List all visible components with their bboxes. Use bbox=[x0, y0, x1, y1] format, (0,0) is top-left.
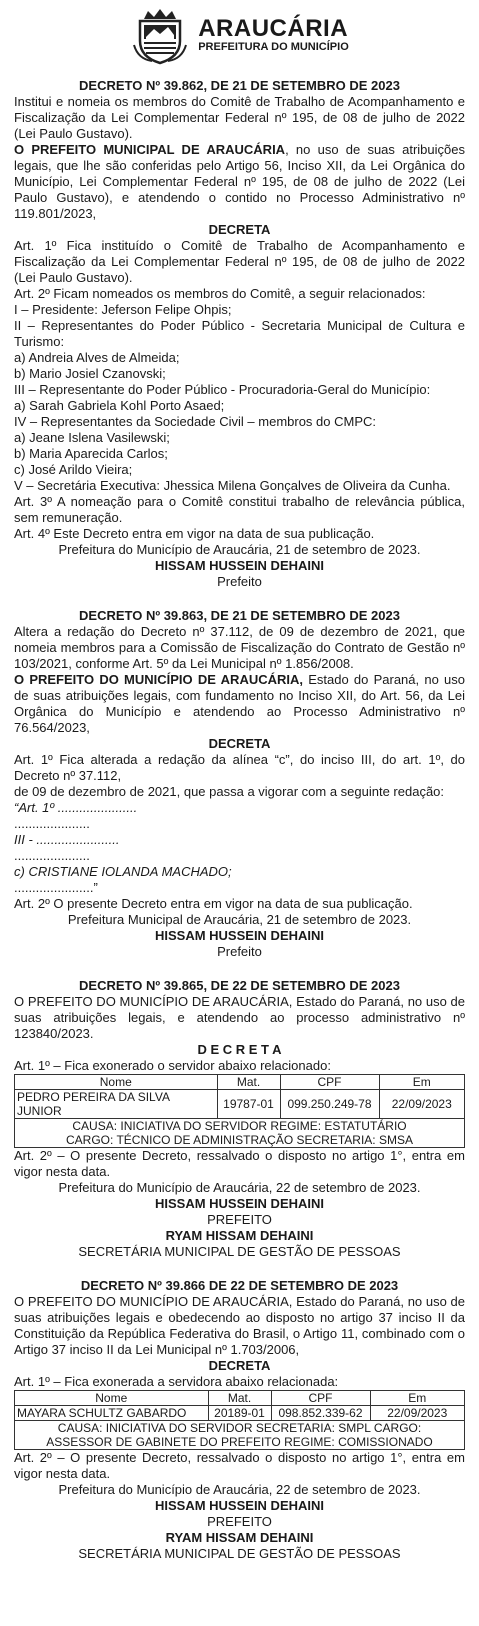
article-line: III – Representante do Poder Público - Procuradoria-Geral do Município: bbox=[14, 382, 431, 397]
quoted-line: ..................... bbox=[14, 848, 90, 863]
decree-title: DECRETO Nº 39.862, DE 21 DE SETEMBRO DE 2023 bbox=[79, 78, 400, 93]
decree-39863 bbox=[14, 608, 465, 960]
signer-name: HISSAM HUSSEIN DEHAINI bbox=[154, 928, 325, 943]
place-date: Prefeitura Municipal de Araucária, 21 de setembro de 2023. bbox=[67, 912, 412, 927]
article-line: Art. 2º – O presente Decreto, ressalvado o disposto no artigo 1°, entra em vigor nesta data. bbox=[14, 1450, 465, 1481]
article-line: Art. 4º Este Decreto entra em vigor na data de sua publicação. bbox=[14, 526, 375, 541]
article-line: b) Mario Josiel Czanovski; bbox=[14, 366, 166, 381]
cell-date: 22/09/2023 bbox=[370, 1406, 465, 1421]
cell-date: 22/09/2023 bbox=[379, 1090, 465, 1119]
spacer bbox=[14, 1260, 465, 1278]
place-date: Prefeitura do Município de Araucária, 22 de setembro de 2023. bbox=[58, 1482, 421, 1497]
coat-of-arms-icon bbox=[130, 5, 190, 65]
signer-name: HISSAM HUSSEIN DEHAINI bbox=[154, 558, 325, 573]
table-row bbox=[15, 1090, 465, 1119]
col-header: Mat. bbox=[208, 1391, 271, 1406]
note-line: CAUSA: INICIATIVA DO SERVIDOR SECRETARIA: SMPL CARGO: bbox=[57, 1421, 422, 1435]
header bbox=[14, 2, 465, 68]
decreta-heading: DECRETA bbox=[208, 222, 271, 237]
article-line: a) Sarah Gabriela Kohl Porto Asaed; bbox=[14, 398, 225, 413]
article-line: a) Andreia Alves de Almeida; bbox=[14, 350, 180, 365]
signer-role: Prefeito bbox=[217, 944, 262, 959]
article-line: Art. 3º A nomeação para o Comitê constitui trabalho de relevância pública, sem remuneração. bbox=[14, 494, 465, 525]
decreta-heading: D E C R E T A bbox=[197, 1042, 282, 1057]
cell-cpf: 099.250.249-78 bbox=[280, 1090, 379, 1119]
preamble bbox=[14, 142, 465, 222]
col-header: Nome bbox=[15, 1391, 209, 1406]
note-line: CAUSA: INICIATIVA DO SERVIDOR REGIME: ESTATUTÁRIO bbox=[72, 1119, 407, 1133]
quoted-line: ..................... bbox=[14, 816, 90, 831]
preamble: O PREFEITO DO MUNICÍPIO DE ARAUCÁRIA, Estado do Paraná, no uso de suas atribuições legais, e atendendo ao processo administrativo nº 123840/2023. bbox=[14, 994, 465, 1041]
place-date: Prefeitura do Município de Araucária, 22 de setembro de 2023. bbox=[58, 1180, 421, 1195]
article-line: Art. 2º O presente Decreto entra em vigor na data de sua publicação. bbox=[14, 896, 413, 911]
signer-name: HISSAM HUSSEIN DEHAINI bbox=[154, 1498, 325, 1513]
cell-mat: 20189-01 bbox=[208, 1406, 271, 1421]
article-line: Art. 2º – O presente Decreto, ressalvado o disposto no artigo 1°, entra em vigor nesta data. bbox=[14, 1148, 465, 1179]
article-line: a) Jeane Islena Vasilewski; bbox=[14, 430, 170, 445]
article-line: IV – Representantes da Sociedade Civil – membros do CMPC: bbox=[14, 414, 377, 429]
brand-block bbox=[198, 17, 349, 53]
decreta-heading: DECRETA bbox=[208, 1358, 271, 1373]
col-header: Mat. bbox=[217, 1075, 280, 1090]
cosigner-name: RYAM HISSAM DEHAINI bbox=[165, 1530, 314, 1545]
col-header: Em bbox=[370, 1391, 465, 1406]
col-header: CPF bbox=[280, 1075, 379, 1090]
article-line: Art. 1º – Fica exonerado o servidor abaixo relacionado: bbox=[14, 1058, 331, 1073]
preamble bbox=[14, 672, 465, 736]
table-note-row bbox=[15, 1421, 465, 1450]
signer-name: HISSAM HUSSEIN DEHAINI bbox=[154, 1196, 325, 1211]
table-note bbox=[15, 1119, 465, 1148]
article-line: V – Secretária Executiva: Jhessica Milena Gonçalves de Oliveira da Cunha. bbox=[14, 478, 451, 493]
preamble-lead: O PREFEITO MUNICIPAL DE ARAUCÁRIA bbox=[14, 142, 286, 157]
cell-mat: 19787-01 bbox=[217, 1090, 280, 1119]
article-line: b) Maria Aparecida Carlos; bbox=[14, 446, 168, 461]
article-line: c) José Arildo Vieira; bbox=[14, 462, 133, 477]
exoneration-table bbox=[14, 1074, 465, 1148]
decree-ementa: Altera a redação do Decreto nº 37.112, de 09 de dezembro de 2021, que nomeia membros para a Comissão de Fiscalização do Contrato de Gestão nº 103/2021, conforme Art. 5º da Lei Municipal nº 1.856/2008. bbox=[14, 624, 465, 671]
cell-name: MAYARA SCHULTZ GABARDO bbox=[15, 1406, 209, 1421]
preamble: O PREFEITO DO MUNICÍPIO DE ARAUCÁRIA, Estado do Paraná, no uso de suas atribuições legais e obedecendo ao disposto no artigo 37 inciso II da Constituição da República Federativa do Brasil, o Artigo 11, combinado com o Artigo 37 inciso II da Lei Municipal nº 1.703/2006, bbox=[14, 1294, 465, 1357]
signer-role: Prefeito bbox=[217, 574, 262, 589]
spacer bbox=[14, 590, 465, 608]
cosigner-role: SECRETÁRIA MUNICIPAL DE GESTÃO DE PESSOAS bbox=[78, 1244, 401, 1259]
note-line: ASSESSOR DE GABINETE DO PREFEITO REGIME: COMISSIONADO bbox=[46, 1435, 433, 1449]
decree-39865 bbox=[14, 978, 465, 1260]
decree-39866 bbox=[14, 1278, 465, 1562]
quoted-line: ......................” bbox=[14, 880, 98, 895]
article-line: II – Representantes do Poder Público - Secretaria Municipal de Cultura e Turismo: bbox=[14, 318, 465, 349]
table-note bbox=[15, 1421, 465, 1450]
quoted-line: “Art. 1º ...................... bbox=[14, 800, 138, 815]
preamble-lead: O PREFEITO DO MUNICÍPIO DE ARAUCÁRIA, bbox=[14, 672, 303, 687]
decree-title: DECRETO Nº 39.865, DE 22 DE SETEMBRO DE 2023 bbox=[79, 978, 400, 993]
quoted-line: III - ....................... bbox=[14, 832, 120, 847]
decree-39862 bbox=[14, 78, 465, 590]
cosigner-role: SECRETÁRIA MUNICIPAL DE GESTÃO DE PESSOAS bbox=[78, 1546, 401, 1561]
signer-role: PREFEITO bbox=[207, 1212, 272, 1227]
article-line: Art. 1º Fica instituído o Comitê de Trabalho de Acompanhamento e Fiscalização da Lei Complementar Federal nº 195, de 08 de julho de 2022 (Lei Paulo Gustavo). bbox=[14, 238, 465, 285]
table-note-row bbox=[15, 1119, 465, 1148]
col-header: CPF bbox=[271, 1391, 370, 1406]
brand-name: ARAUCÁRIA bbox=[198, 15, 349, 42]
exoneration-table bbox=[14, 1390, 465, 1450]
decreta-heading: DECRETA bbox=[208, 736, 271, 751]
place-date: Prefeitura do Município de Araucária, 21 de setembro de 2023. bbox=[58, 542, 421, 557]
decree-ementa: Institui e nomeia os membros do Comitê de Trabalho de Acompanhamento e Fiscalização da Lei Complementar Federal nº 195, de 08 de julho de 2022 (Lei Paulo Gustavo). bbox=[14, 94, 465, 141]
cell-cpf: 098.852.339-62 bbox=[271, 1406, 370, 1421]
table-header-row bbox=[15, 1075, 465, 1090]
col-header: Nome bbox=[15, 1075, 218, 1090]
signer-role: PREFEITO bbox=[207, 1514, 272, 1529]
article-line: Art. 1º Fica alterada a redação da alínea “c”, do inciso III, do art. 1º, do Decreto nº 37.112, bbox=[14, 752, 465, 783]
decree-title: DECRETO Nº 39.863, DE 21 DE SETEMBRO DE 2023 bbox=[79, 608, 400, 623]
brand-subtitle: PREFEITURA DO MUNICÍPIO bbox=[198, 41, 349, 53]
spacer bbox=[14, 960, 465, 978]
article-line: I – Presidente: Jeferson Felipe Ohpis; bbox=[14, 302, 232, 317]
article-line: Art. 1º – Fica exonerada a servidora abaixo relacionada: bbox=[14, 1374, 339, 1389]
cell-name: PEDRO PEREIRA DA SILVA JUNIOR bbox=[15, 1090, 218, 1119]
note-line: CARGO: TÉCNICO DE ADMINISTRAÇÃO SECRETARIA: SMSA bbox=[66, 1133, 413, 1147]
table-row bbox=[15, 1406, 465, 1421]
article-line: Art. 2º Ficam nomeados os membros do Comitê, a seguir relacionados: bbox=[14, 286, 426, 301]
article-line: de 09 de dezembro de 2021, que passa a vigorar com a seguinte redação: bbox=[14, 784, 445, 799]
decree-title: DECRETO Nº 39.866 DE 22 DE SETEMBRO DE 2023 bbox=[80, 1278, 399, 1293]
cosigner-name: RYAM HISSAM DEHAINI bbox=[165, 1228, 314, 1243]
preamble-text: , no uso de suas atribuições legais, que lhe são conferidas pelo Artigo 56, Inciso XII, da Lei Orgânica do Município, Lei Complementar Federal nº 195, de 08 de julho de 2022 (Lei Paulo Gustavo), e atendendo o contido no Processo Administrativo nº 119.801/2023, bbox=[14, 142, 465, 221]
col-header: Em bbox=[379, 1075, 465, 1090]
preamble-text: Estado do Paraná, no uso de suas atribuições legais, com fundamento no Inciso XII, do Art. 56, da Lei Orgânica do Município e atendendo ao Processo Administrativo nº 76.564/2023, bbox=[14, 672, 465, 735]
table-header-row bbox=[15, 1391, 465, 1406]
quoted-line: c) CRISTIANE IOLANDA MACHADO; bbox=[14, 864, 232, 879]
